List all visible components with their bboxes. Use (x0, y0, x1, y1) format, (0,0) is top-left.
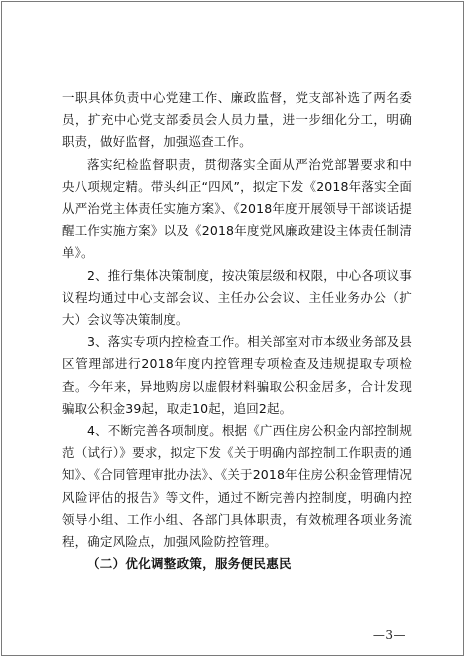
paragraph-improve-systems: 4、不断完善各项制度。根据《广西住房公积金内部控制规范（试行）》要求，拟定下发《关于明确内部控制工作职责的通知》、《合同管理审批办法》、《关于2018年住房公积金管理情况风险评估的报告》等文件，通过不断完善内控制度，明确内控领导小组、工作小组、各部门具体职责，有效梳理各项业务流程，确定风险点，加强风险防控管理。 (62, 423, 412, 550)
document-body (62, 87, 412, 575)
document-page (1, 1, 464, 656)
paragraph-continued: 一职具体负责中心党建工作、廉政监督，党支部补选了两名委员，扩充中心党支部委员会人员力量，进一步细化分工，明确职责，做好监督，加强巡查工作。 (62, 90, 412, 150)
paragraph-discipline-supervision: 落实纪检监督职责，贯彻落实全面从严治党部署要求和中央八项规定精。带头纠正“四风”，拟定下发《2018年落实全面从严治党主体责任实施方案》、《2018年度开展领导干部谈话提醒工作实施方案》以及《2018年度党风廉政建设主体责任制清单》。 (62, 156, 412, 261)
section-heading: （二）优化调整政策，服务便民惠民 (87, 556, 292, 572)
page-number: —3— (372, 628, 406, 642)
paragraph-internal-control-inspection: 3、落实专项内控检查工作。相关部室对市本级业务部及县区管理部进行2018年度内控管理专项检查及违规提取专项检查。今年来，异地购房以虚假材料骗取公积金居多，合计发现骗取公积金39起，取走10起，追回2起。 (62, 334, 412, 416)
paragraph-collective-decision: 2、推行集体决策制度，按决策层级和权限，中心各项议事议程均通过中心支部会议、主任办公会议、主任业务办公（扩大）会议等决策制度。 (62, 267, 412, 328)
